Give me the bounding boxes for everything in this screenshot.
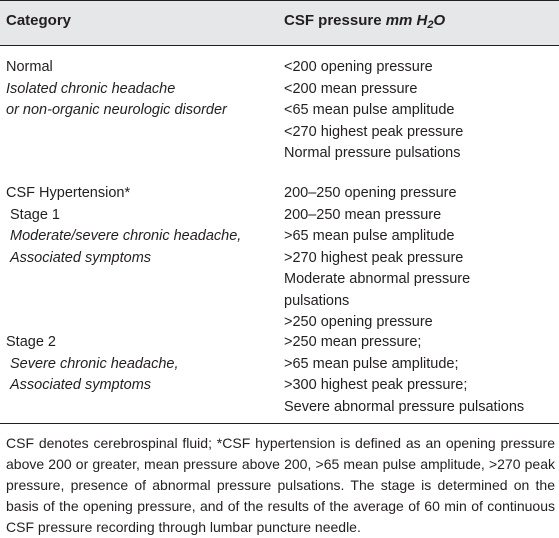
category-cell [6, 183, 276, 269]
pressure-value: 200–250 opening pressure [284, 185, 457, 201]
pressure-value: >250 mean pressure; [284, 334, 422, 350]
pressure-value: >250 opening pressure [284, 314, 433, 330]
category-stage-2-desc-2: Associated symptoms [10, 377, 152, 393]
pressure-value: Normal pressure pulsations [284, 145, 461, 161]
category-stage-2-desc-1: Severe chronic headache, [10, 355, 179, 372]
pressure-value: <65 mean pulse amplitude [284, 102, 455, 118]
header-category: Category [6, 12, 72, 29]
category-stage-1-desc-1: Moderate/severe chronic headache, [10, 228, 242, 244]
pressure-value: pulsations [284, 292, 350, 309]
category-normal-desc-2: or non-organic neurologic disorder [6, 102, 227, 118]
category-stage-1-desc-2: Associated symptoms [10, 249, 152, 266]
pressure-value: <200 opening pressure [284, 59, 433, 75]
category-csf-hypertension: CSF Hypertension* [6, 185, 131, 201]
pressure-value: Severe abnormal pressure pulsations [284, 398, 525, 415]
category-cell [6, 57, 276, 122]
header-csf-pressure [284, 9, 445, 33]
pressure-value: 200–250 mean pressure [284, 206, 442, 223]
table-header [0, 0, 559, 46]
table-footnote: CSF denotes cerebrospinal fluid; *CSF hypertension is defined as an opening pressure above 200 or greater, mean pressure above 200, >65 mean pulse amplitude, >270 peak pressure, presence of abnormal pressure pulsations. The stage is determined on the basis of the opening pressure, and of the results of the average of 60 min of continuous CSF pressure recording through lumbar puncture needle. [6, 435, 555, 535]
header-unit-subscript: 2 [427, 19, 434, 31]
category-normal-desc-1: Isolated chronic headache [6, 80, 176, 97]
pressure-value: <200 mean pressure [284, 80, 418, 97]
pressure-value: >300 highest peak pressure; [284, 377, 468, 393]
header-unit-end: O [433, 12, 446, 29]
pressure-cell [284, 183, 554, 334]
header-csf-pressure-label: CSF pressure [284, 12, 386, 29]
header-unit [386, 12, 445, 29]
pressure-value: >270 highest peak pressure [284, 249, 464, 266]
pressure-value: >65 mean pulse amplitude; [284, 355, 459, 372]
pressure-cell [284, 57, 554, 165]
category-cell [6, 332, 276, 397]
table-bottom-rule [0, 423, 559, 424]
header-unit-text: mm H [385, 12, 428, 29]
pressure-value: Moderate abnormal pressure [284, 271, 471, 287]
pressure-cell [284, 332, 554, 418]
pressure-value: <270 highest peak pressure [284, 123, 464, 140]
category-stage-2: Stage 2 [6, 334, 56, 350]
pressure-value: >65 mean pulse amplitude [284, 228, 455, 244]
category-stage-1: Stage 1 [10, 206, 60, 223]
category-normal: Normal [6, 59, 53, 75]
